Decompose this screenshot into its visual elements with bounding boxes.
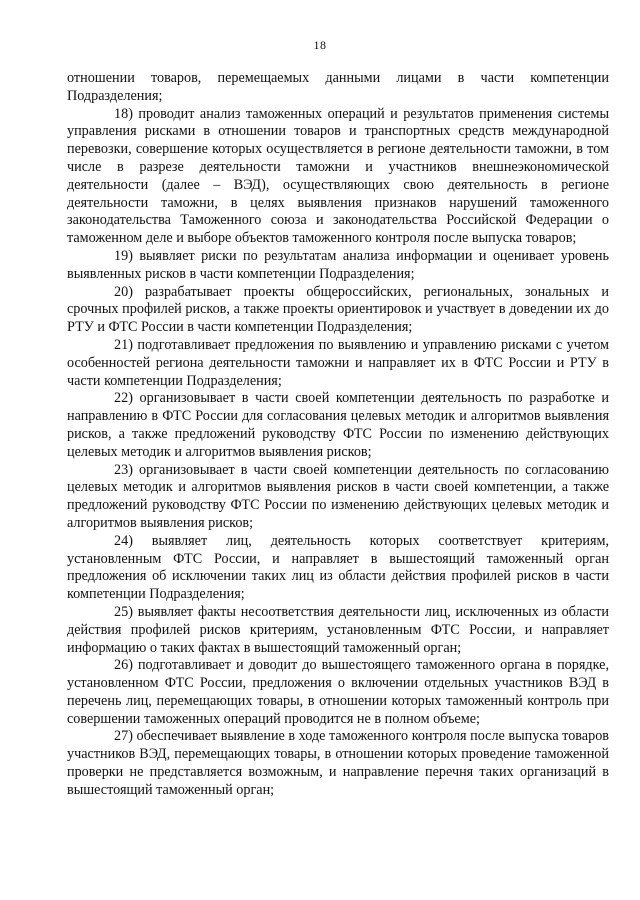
paragraph-item-19: 19) выявляет риски по результатам анализа информации и оценивает уровень выявленных рисков в части компетенции Подразделения; — [67, 247, 609, 282]
page-number: 18 — [313, 38, 327, 52]
paragraph-continuation: отношении товаров, перемещаемых данными лицами в части компетенции Подразделения; — [67, 70, 609, 104]
paragraph-item-27: 27) обеспечивает выявление в ходе таможенного контроля после выпуска товаров участников ВЭД, перемещающих товары, в отношении которых проведение таможенной проверки не представляется возможным, и направление перечня таких организаций в вышестоящий таможенный орган; — [67, 728, 609, 798]
paragraph-item-22: 22) организовывает в части своей компетенции деятельность по разработке и направлению в ФТС России для согласования целевых методик и алгоритмов выявления рисков, а также предложений руководству ФТС России по изменению действующих целевых методик и алгоритмов выявления рисков; — [67, 390, 609, 460]
paragraph-item-24: 24) выявляет лиц, деятельность которых соответствует критериям, установленным ФТС России, и направляет в вышестоящий таможенный орган предложения об исключении таких лиц из области действия профилей рисков в части компетенции Подразделения; — [67, 532, 609, 603]
paragraph-item-25: 25) выявляет факты несоответствия деятельности лиц, исключенных из области действия профилей рисков критериям, установленным ФТС России, и направляет информацию о таких фактах в вышестоящий таможенный орган; — [67, 603, 609, 656]
paragraph-item-26: 26) подготавливает и доводит до вышестоящего таможенного органа в порядке, установленном ФТС России, предложения о включении отдельных участников ВЭД в перечень лиц, перемещающих товары, в отношении которых таможенный контроль при совершении таможенных операций проводится не в полном объеме; — [67, 657, 609, 727]
paragraph-item-23: 23) организовывает в части своей компетенции деятельность по согласованию целевых методик и алгоритмов выявления рисков в части своей компетенции, а также предложений руководству ФТС России по изменению действующих целевых методик и алгоритмов выявления рисков; — [67, 461, 609, 531]
document-body — [67, 70, 609, 800]
paragraph-item-21: 21) подготавливает предложения по выявлению и управлению рисками с учетом особенностей региона деятельности таможни и направляет их в ФТС России и РТУ в части компетенции Подразделения; — [67, 336, 609, 389]
paragraph-item-20: 20) разрабатывает проекты общероссийских, региональных, зональных и срочных профилей рисков, а также проекты ориентировок и участвует в доведении их до РТУ и ФТС России в части компетенции Подразделения; — [67, 283, 609, 336]
paragraph-item-18: 18) проводит анализ таможенных операций и результатов применения системы управления рисками в отношении товаров и транспортных средств международной перевозки, совершение которых осуществляется в регионе деятельности таможни, в том числе в разрезе деятельности таможни и участников внешнеэкономической деятельности (далее – ВЭД), осуществляющих свою деятельность в регионе деятельности таможни, в целях выявления признаков нарушений таможенного законодательства Таможенного союза и законодательства Российской Федерации о таможенном деле и выборе объектов таможенного контроля после выпуска товаров; — [67, 105, 609, 247]
